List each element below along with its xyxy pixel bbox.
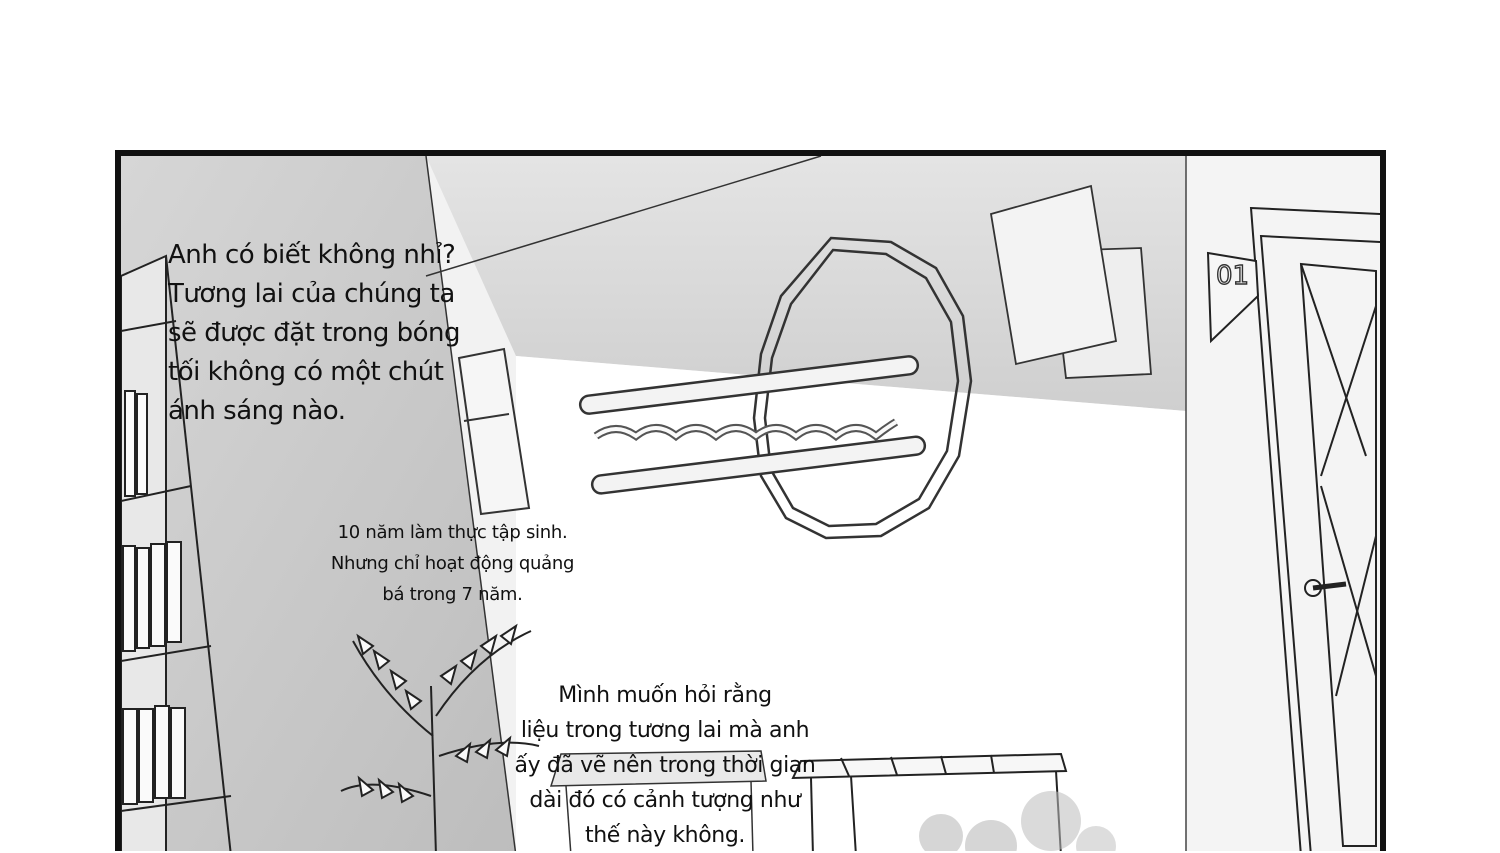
caption-question: Anh có biết không nhỉ? Tương lai của chúng ta sẽ được đặt trong bóng tối không có một chút ánh sáng nào. bbox=[168, 240, 461, 426]
caption-trainee-years: 10 năm làm thực tập sinh. Nhưng chỉ hoạt động quảng bá trong 7 năm. bbox=[330, 522, 575, 605]
svg-text:01: 01 bbox=[1216, 261, 1250, 291]
caption-future-question: Mình muốn hỏi rằng liệu trong tương lai mà anh ấy đã vẽ nên trong thời gian dài đó có cảnh tượng như thế này không. bbox=[514, 683, 816, 848]
